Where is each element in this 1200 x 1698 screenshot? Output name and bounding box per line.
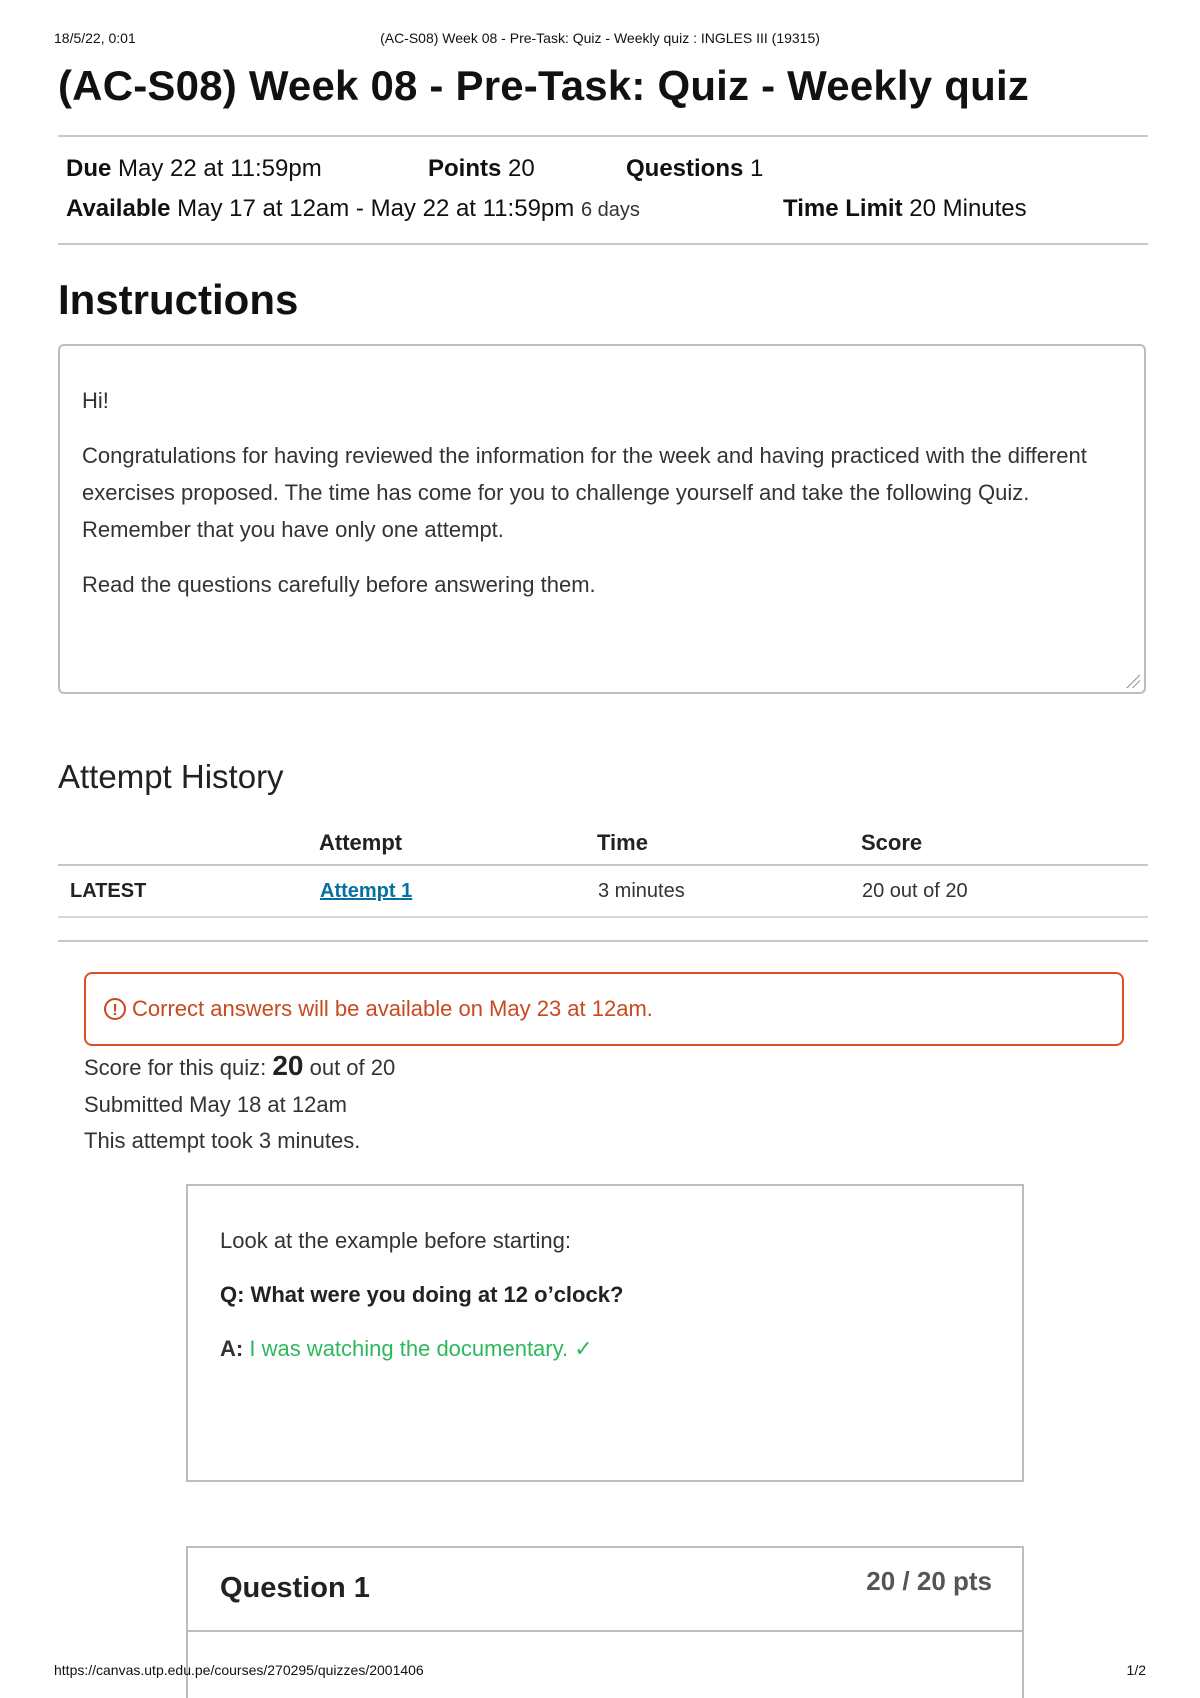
example-question: Q: What were you doing at 12 o’clock? [220,1282,624,1307]
attempt-duration: This attempt took 3 minutes. [84,1128,361,1153]
questions-value: 1 [750,155,764,182]
column-header-score: Score [861,822,1148,865]
example-answer [220,1334,992,1364]
correct-answers-alert [84,972,1124,1046]
table-header-row [58,822,1148,865]
divider [58,135,1148,137]
column-header-time: Time [597,822,861,865]
available-label: Available [66,195,171,222]
example-intro: Look at the example before starting: [220,1228,571,1253]
instructions-greeting: Hi! [82,388,109,413]
available-value: May 17 at 12am - May 22 at 11:59pm [177,195,575,222]
divider [58,243,1148,245]
score-value: 20 [272,1050,304,1081]
due-value: May 22 at 11:59pm [118,155,322,182]
time-limit-label: Time Limit [783,195,903,222]
due-label: Due [66,155,112,182]
print-url: https://canvas.utp.edu.pe/courses/270295/quizzes/2001406 [54,1662,424,1678]
attempt-history-heading: Attempt History [58,758,284,795]
points-info [428,155,535,183]
alert-text: Correct answers will be available on May 23 at 12am. [132,996,653,1021]
available-days: 6 days [580,199,640,221]
time-limit-info [783,195,1027,223]
check-icon: ✓ [574,1336,593,1361]
column-header-attempt: Attempt [319,822,597,865]
instructions-note: Read the questions carefully before answering them. [82,572,596,597]
submitted-date: Submitted May 18 at 12am [84,1092,347,1117]
question-points: 20 / 20 pts [866,1566,992,1596]
divider [58,940,1148,942]
score-cell: 20 out of 20 [861,865,1148,917]
score-suffix: out of 20 [309,1055,396,1080]
resize-handle-icon[interactable] [1126,674,1140,688]
points-label: Points [428,155,502,182]
score-prefix: Score for this quiz: [84,1055,267,1080]
time-cell: 3 minutes [597,865,861,917]
question-title: Question 1 [220,1572,370,1604]
print-header [54,30,1146,50]
column-header [58,822,319,865]
questions-label: Questions [626,155,744,182]
answer-label: A: [220,1336,244,1361]
row-label: LATEST [58,865,319,917]
question-header [188,1548,1022,1632]
example-box [186,1184,1024,1482]
table-row [58,865,1148,917]
questions-info [626,155,763,183]
warning-icon: ! [104,998,126,1020]
attempt-cell [319,865,597,917]
instructions-box[interactable] [58,344,1146,694]
quiz-score [84,1050,395,1082]
due-info [66,155,322,183]
available-info [66,195,640,223]
page-title: (AC-S08) Week 08 - Pre-Task: Quiz - Weekly quiz [58,62,1030,109]
attempt-link[interactable]: Attempt 1 [320,879,413,902]
time-limit-value: 20 Minutes [909,195,1027,222]
instructions-heading: Instructions [58,276,299,323]
points-value: 20 [508,155,535,182]
print-doc-title: (AC-S08) Week 08 - Pre-Task: Quiz - Weekly quiz : INGLES III (19315) [380,30,820,46]
print-date: 18/5/22, 0:01 [54,30,136,46]
page-number: 1/2 [1126,1662,1146,1678]
instructions-body: Congratulations for having reviewed the information for the week and having practiced with the different exercises proposed. The time has come for you to challenge yourself and take the following Quiz. Remember that you have only one attempt. [82,443,1087,542]
answer-text: I was watching the documentary. [249,1336,569,1361]
attempt-history-table [58,822,1148,918]
